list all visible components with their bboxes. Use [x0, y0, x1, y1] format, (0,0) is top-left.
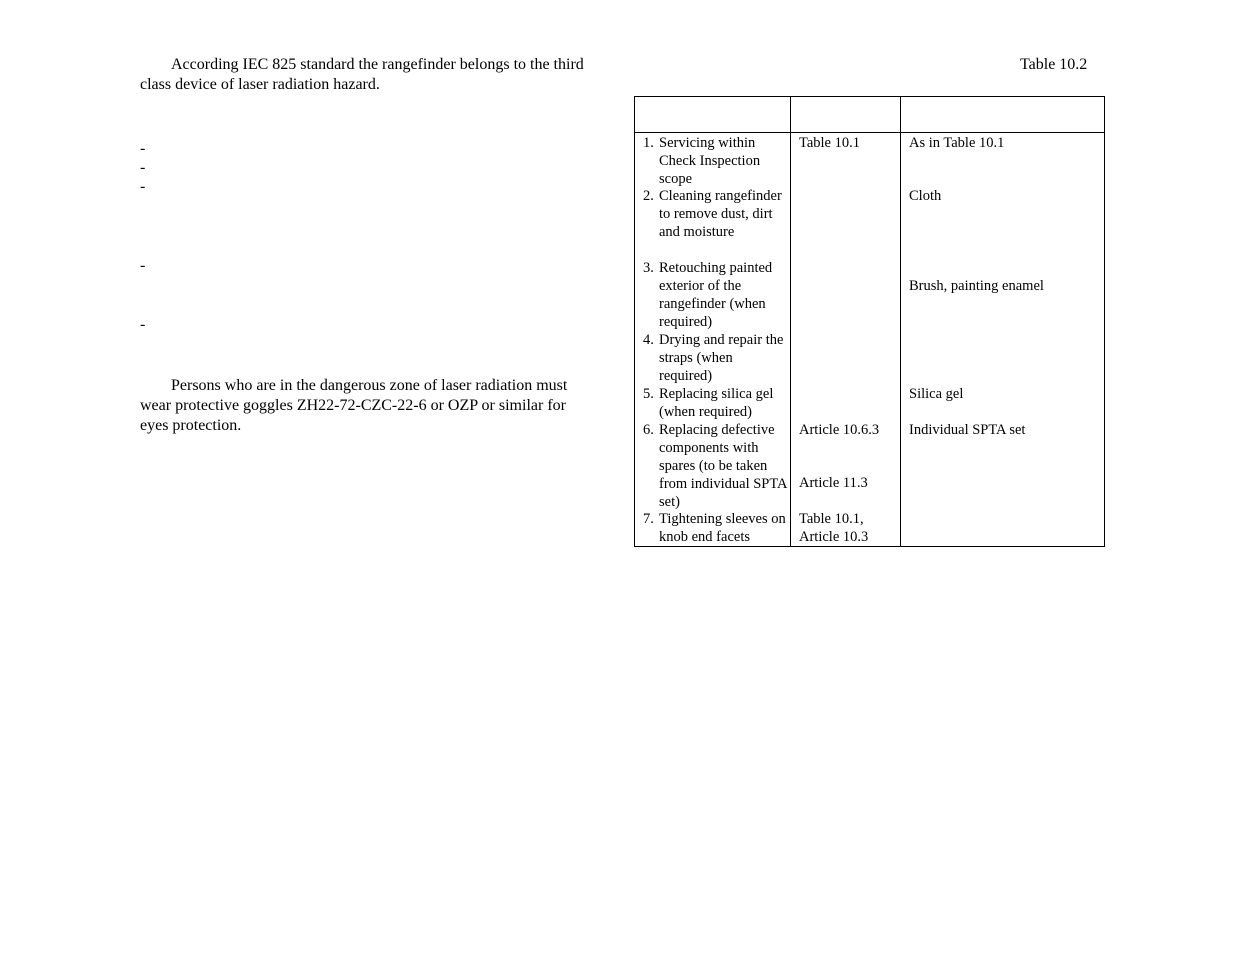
protective-goggles-paragraph: Persons who are in the dangerous zone of laser radiation must wear protective goggles ZH22-72-CZC-22-6 or OZP or similar for eyes protection. [140, 377, 568, 434]
reference-text: Article 10.3 [799, 529, 869, 545]
operation-text: Cleaning rangefinder to remove dust, dirt and moisture [659, 188, 782, 240]
tool-text: As in Table 10.1 [909, 135, 1005, 151]
dash-item: - [140, 257, 146, 274]
operation-item [643, 134, 788, 188]
maintenance-table [634, 96, 1105, 547]
tool-text: Cloth [909, 188, 942, 204]
left-column [140, 55, 585, 95]
operation-number: 2. [643, 188, 654, 204]
reference-text: Article 11.3 [799, 475, 868, 491]
dash-item: - [140, 140, 146, 157]
operation-item [643, 259, 788, 331]
table-caption: Table 10.2 [1020, 56, 1088, 73]
operation-number: 1. [643, 135, 654, 151]
tool-text: Silica gel [909, 386, 964, 402]
operation-text: Retouching painted exterior of the rangefinder (when required) [659, 260, 773, 330]
dash-item: - [140, 159, 146, 176]
operation-number: 4. [643, 332, 654, 348]
references-cell [791, 133, 901, 547]
header-cell [635, 97, 791, 133]
operation-text: Tightening sleeves on knob end facets [659, 511, 786, 545]
operation-item [643, 385, 788, 421]
operation-text: Replacing silica gel (when required) [659, 386, 774, 420]
operation-item [643, 331, 788, 385]
header-cell [901, 97, 1105, 133]
reference-text: Article 10.6.3 [799, 422, 880, 438]
tool-text: Individual SPTA set [909, 422, 1026, 438]
reference-text: Table 10.1 [799, 135, 860, 151]
left-column-bottom [140, 376, 570, 436]
header-cell [791, 97, 901, 133]
operation-text: Replacing defective components with spares (to be taken from individual SPTA set) [659, 422, 787, 510]
operation-text: Servicing within Check Inspection scope [659, 135, 761, 187]
operation-item [643, 421, 788, 511]
operation-number: 3. [643, 260, 654, 276]
dash-item: - [140, 316, 146, 333]
operations-cell [635, 133, 791, 547]
operation-number: 6. [643, 422, 654, 438]
operation-text: Drying and repair the straps (when required) [659, 332, 784, 384]
tools-cell [901, 133, 1105, 547]
tool-text: Brush, painting enamel [909, 278, 1044, 294]
table-body-row [635, 133, 1105, 547]
table-header-row [635, 97, 1105, 133]
reference-text: Table 10.1, [799, 511, 864, 527]
operation-number: 7. [643, 511, 654, 527]
laser-class-paragraph: According IEC 825 standard the rangefinder belongs to the third class device of laser radiation hazard. [140, 56, 584, 93]
operation-item [643, 510, 788, 546]
operation-item [643, 187, 788, 241]
dash-item: - [140, 178, 146, 195]
operation-number: 5. [643, 386, 654, 402]
